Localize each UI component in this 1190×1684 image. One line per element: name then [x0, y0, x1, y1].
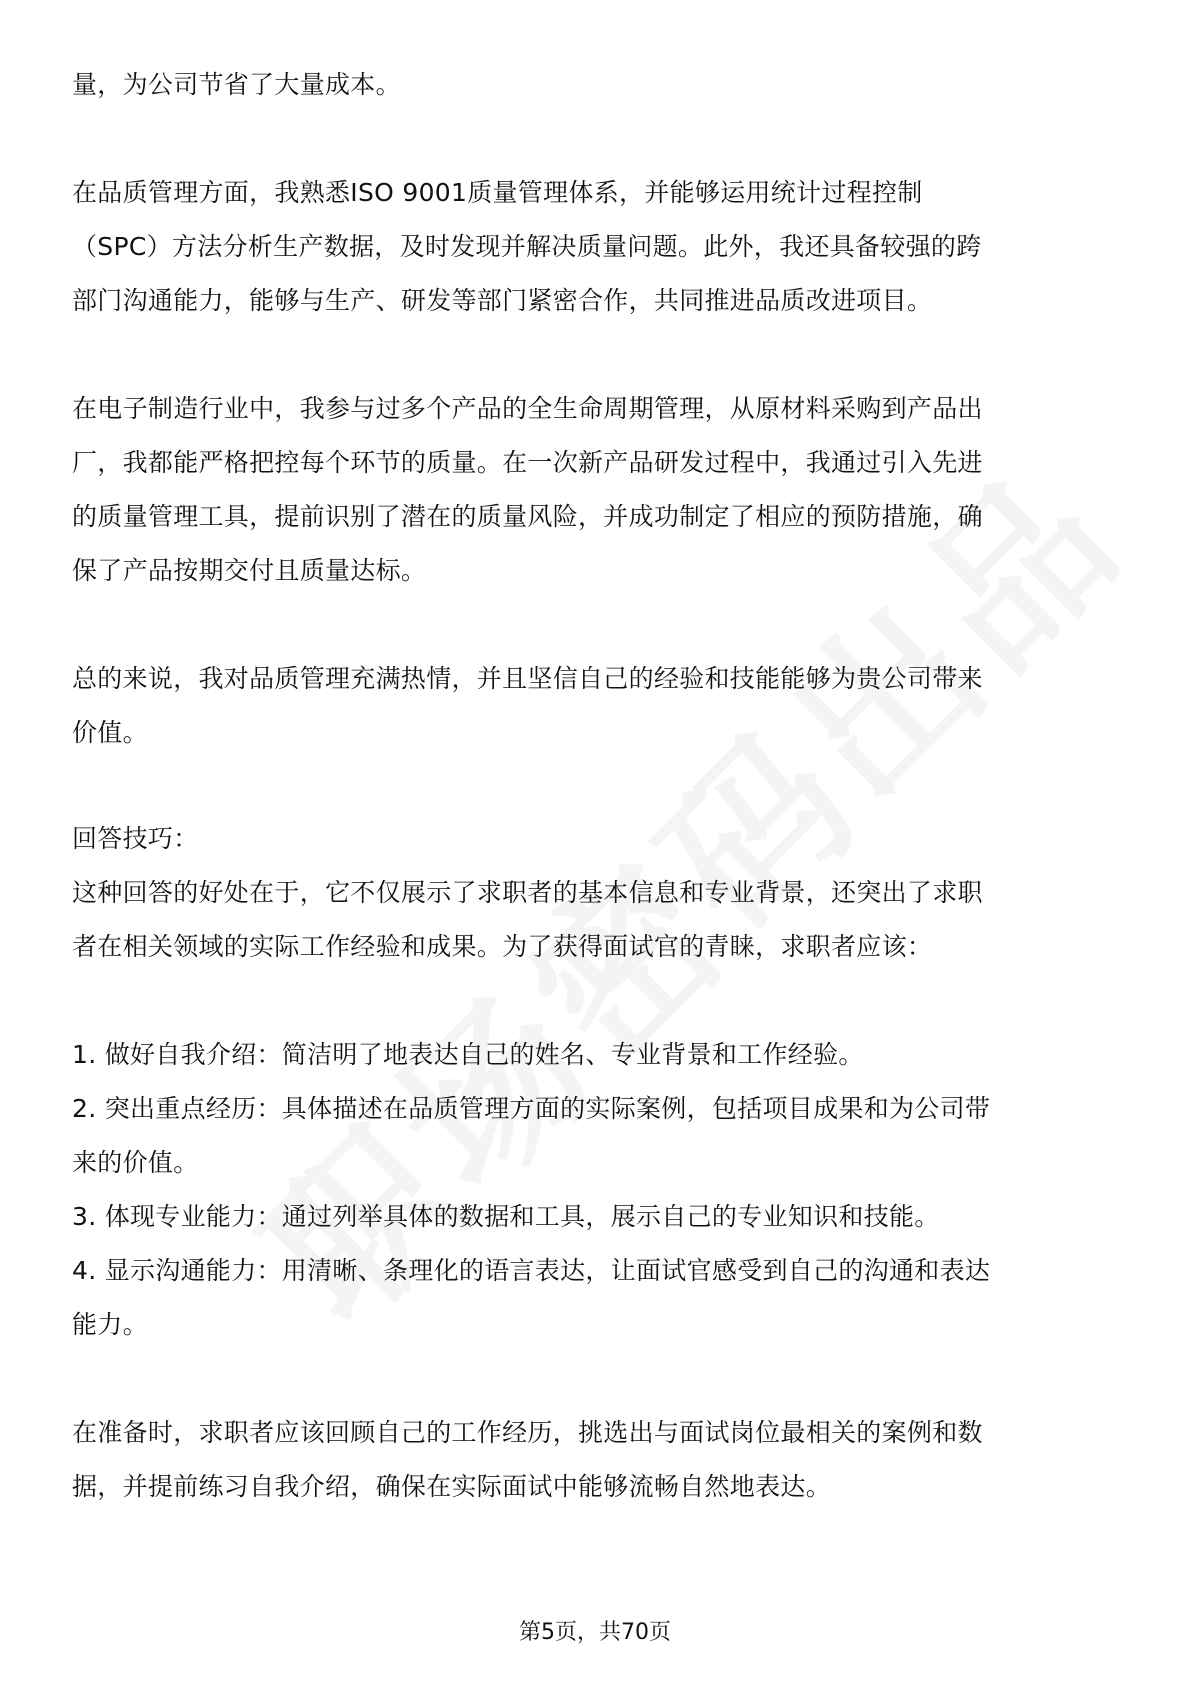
text-line: 这种回答的好处在于，它不仅展示了求职者的基本信息和专业背景，还突出了求职 — [72, 878, 983, 907]
page-number: 第5页，共70页 — [519, 1620, 671, 1645]
text-line: 价值。 — [72, 718, 148, 747]
list-item: 3. 体现专业能力：通过列举具体的数据和工具，展示自己的专业知识和技能。 — [72, 1202, 940, 1231]
text-line: 在准备时，求职者应该回顾自己的工作经历，挑选出与面试岗位最相关的案例和数 — [72, 1418, 983, 1447]
text-line: 据，并提前练习自我介绍，确保在实际面试中能够流畅自然地表达。 — [72, 1472, 832, 1501]
text-line: （SPC）方法分析生产数据，及时发现并解决质量问题。此外，我还具备较强的跨 — [72, 232, 982, 261]
text-line: 者在相关领域的实际工作经验和成果。为了获得面试官的青睐，求职者应该： — [72, 932, 933, 961]
list-item: 2. 突出重点经历：具体描述在品质管理方面的实际案例，包括项目成果和为公司带 — [72, 1094, 991, 1123]
text-line: 保了产品按期交付且质量达标。 — [72, 556, 427, 585]
text-line: 量，为公司节省了大量成本。 — [72, 70, 401, 99]
list-item-continuation: 来的价值。 — [72, 1148, 199, 1177]
text-line: 在品质管理方面，我熟悉ISO 9001质量管理体系，并能够运用统计过程控制 — [72, 178, 923, 207]
text-line: 总的来说，我对品质管理充满热情，并且坚信自己的经验和技能能够为贵公司带来 — [72, 664, 983, 693]
text-line: 部门沟通能力，能够与生产、研发等部门紧密合作，共同推进品质改进项目。 — [72, 286, 933, 315]
text-line: 的质量管理工具，提前识别了潜在的质量风险，并成功制定了相应的预防措施，确 — [72, 502, 983, 531]
text-line: 厂，我都能严格把控每个环节的质量。在一次新产品研发过程中，我通过引入先进 — [72, 448, 983, 477]
list-item: 1. 做好自我介绍：简洁明了地表达自己的姓名、专业背景和工作经验。 — [72, 1040, 864, 1069]
list-item-continuation: 能力。 — [72, 1310, 148, 1339]
text-line: 在电子制造行业中，我参与过多个产品的全生命周期管理，从原材料采购到产品出 — [72, 394, 983, 423]
section-heading: 回答技巧： — [72, 824, 199, 853]
list-item: 4. 显示沟通能力：用清晰、条理化的语言表达，让面试官感受到自己的沟通和表达 — [72, 1256, 991, 1285]
